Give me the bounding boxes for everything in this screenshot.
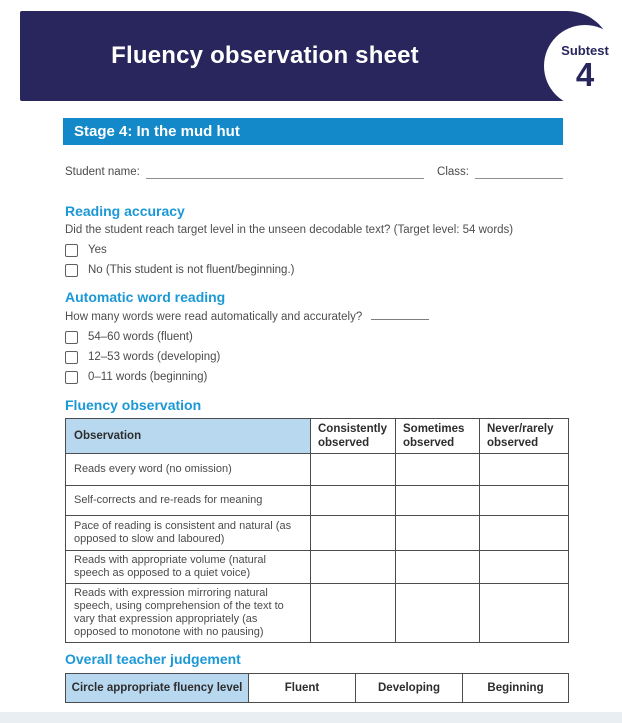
option-label-developing: 12–53 words (developing) bbox=[88, 351, 221, 363]
option-row-beginning bbox=[65, 370, 563, 384]
section-fluency-observation bbox=[65, 398, 563, 643]
subtest-badge bbox=[544, 25, 622, 107]
page-title: Fluency observation sheet bbox=[111, 42, 419, 69]
student-info-row bbox=[65, 165, 563, 179]
section-overall-judgement bbox=[65, 652, 563, 703]
checkbox-yes[interactable] bbox=[65, 244, 78, 257]
mark-cell[interactable] bbox=[396, 584, 480, 643]
option-row-developing bbox=[65, 350, 563, 364]
mark-cell[interactable] bbox=[311, 516, 396, 551]
table-row bbox=[66, 516, 569, 551]
judgement-option-developing[interactable]: Developing bbox=[356, 674, 463, 703]
reading-accuracy-question: Did the student reach target level in the unseen decodable text? (Target level: 54 words) bbox=[65, 224, 514, 236]
fluency-observation-heading: Fluency observation bbox=[65, 397, 202, 413]
mark-cell[interactable] bbox=[480, 551, 569, 584]
mark-cell[interactable] bbox=[480, 516, 569, 551]
page-bottom-strip bbox=[0, 712, 622, 723]
subtest-badge-number: 4 bbox=[575, 55, 595, 93]
automatic-word-reading-heading: Automatic word reading bbox=[65, 289, 226, 305]
subtest-badge-label: Subtest bbox=[561, 42, 609, 58]
mark-cell[interactable] bbox=[396, 454, 480, 486]
mark-cell[interactable] bbox=[480, 486, 569, 516]
class-field[interactable] bbox=[475, 165, 563, 179]
student-name-label: Student name: bbox=[65, 166, 140, 178]
mark-cell[interactable] bbox=[311, 551, 396, 584]
overall-judgement-heading: Overall teacher judgement bbox=[65, 651, 241, 667]
table-header-row bbox=[66, 419, 569, 454]
stage-banner: Stage 4: In the mud hut bbox=[63, 118, 563, 145]
column-header-sometimes: Sometimes observed bbox=[396, 419, 480, 454]
option-row-yes bbox=[65, 243, 563, 257]
column-header-consistently: Consistently observed bbox=[311, 419, 396, 454]
option-label-beginning: 0–11 words (beginning) bbox=[88, 371, 208, 383]
option-label-yes: Yes bbox=[88, 244, 107, 256]
checkbox-0-11-words[interactable] bbox=[65, 371, 78, 384]
mark-cell[interactable] bbox=[311, 486, 396, 516]
mark-cell[interactable] bbox=[396, 551, 480, 584]
observation-text: Reads every word (no omission) bbox=[66, 454, 311, 486]
student-name-field[interactable] bbox=[146, 165, 424, 179]
column-header-never-rarely: Never/rarely observed bbox=[480, 419, 569, 454]
header-band bbox=[20, 11, 612, 101]
column-header-observation: Observation bbox=[66, 419, 311, 454]
mark-cell[interactable] bbox=[396, 516, 480, 551]
checkbox-no[interactable] bbox=[65, 264, 78, 277]
table-row bbox=[66, 551, 569, 584]
table-row bbox=[66, 584, 569, 643]
judgement-option-beginning[interactable]: Beginning bbox=[463, 674, 569, 703]
reading-accuracy-heading: Reading accuracy bbox=[65, 203, 185, 219]
class-label: Class: bbox=[437, 166, 469, 178]
mark-cell[interactable] bbox=[311, 454, 396, 486]
mark-cell[interactable] bbox=[396, 486, 480, 516]
table-row bbox=[66, 486, 569, 516]
mark-cell[interactable] bbox=[311, 584, 396, 643]
judgement-option-fluent[interactable]: Fluent bbox=[249, 674, 356, 703]
section-reading-accuracy bbox=[65, 204, 563, 277]
checkbox-12-53-words[interactable] bbox=[65, 351, 78, 364]
option-label-no: No (This student is not fluent/beginning.) bbox=[88, 264, 295, 276]
mark-cell[interactable] bbox=[480, 454, 569, 486]
mark-cell[interactable] bbox=[480, 584, 569, 643]
option-row-no bbox=[65, 263, 563, 277]
section-automatic-word-reading bbox=[65, 290, 563, 384]
observation-text: Pace of reading is consistent and natural (as opposed to slow and laboured) bbox=[66, 516, 311, 551]
fluency-observation-table bbox=[65, 418, 569, 643]
checkbox-54-60-words[interactable] bbox=[65, 331, 78, 344]
automatic-word-reading-question-text: How many words were read automatically and accurately? bbox=[65, 311, 363, 323]
observation-text: Self-corrects and re-reads for meaning bbox=[66, 486, 311, 516]
automatic-word-reading-question bbox=[65, 310, 563, 324]
observation-text: Reads with expression mirroring natural speech, using comprehension of the text to vary that expression appropriately (as opposed to monotone with no pausing) bbox=[66, 584, 311, 643]
observation-text: Reads with appropriate volume (natural speech as opposed to a quiet voice) bbox=[66, 551, 311, 584]
option-row-fluent bbox=[65, 330, 563, 344]
judgement-row bbox=[66, 674, 569, 703]
overall-judgement-table bbox=[65, 673, 569, 703]
option-label-fluent: 54–60 words (fluent) bbox=[88, 331, 193, 343]
judgement-row-label: Circle appropriate fluency level bbox=[66, 674, 249, 703]
table-row bbox=[66, 454, 569, 486]
words-count-field[interactable] bbox=[371, 310, 429, 320]
